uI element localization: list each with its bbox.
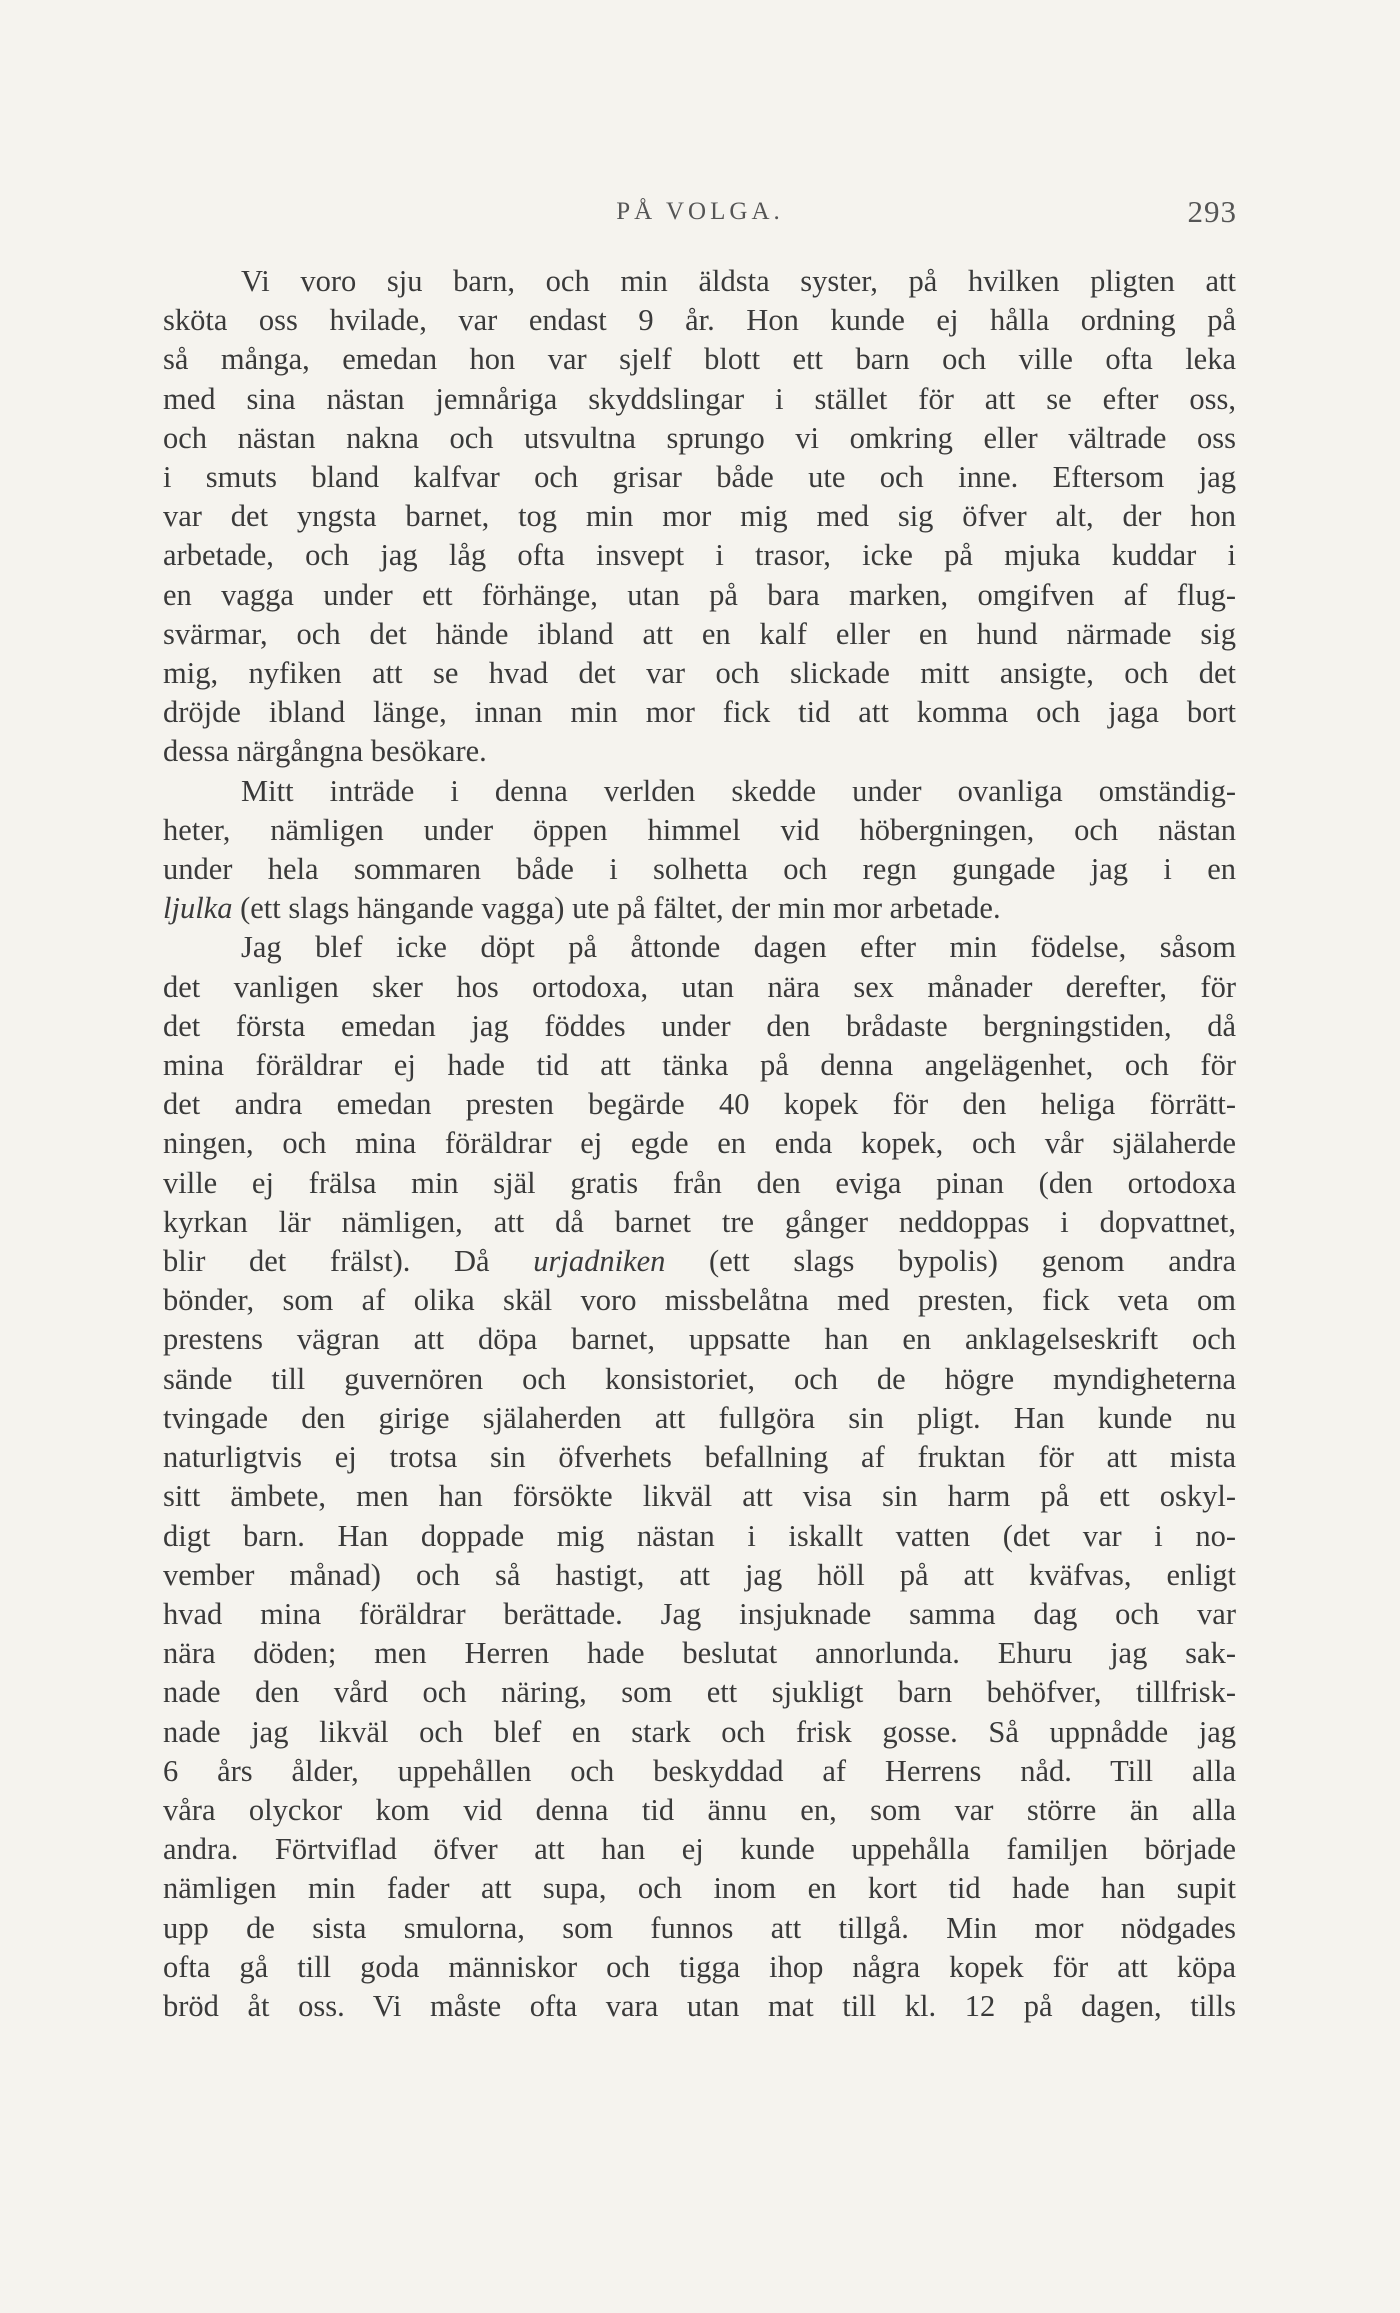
text-line: tvingade den girige själaherden att fullgöra sin pligt. Han kunde nu — [163, 1400, 1236, 1435]
text-line: sände till guvernören och konsistoriet, och de högre myndigheterna — [163, 1361, 1236, 1396]
text-line: sköta oss hvilade, var endast 9 år. Hon kunde ej hålla ordning på — [163, 303, 1236, 338]
text-line: upp de sista smulorna, som funnos att tillgå. Min mor nödgades — [163, 1910, 1236, 1945]
text-line: det vanligen sker hos ortodoxa, utan nära sex månader derefter, för — [163, 969, 1236, 1004]
text-line-rest: (ett slags hängande vagga) ute på fältet, der min mor arbetade. — [240, 891, 1001, 926]
page-header — [0, 194, 1400, 238]
text-line: arbetade, och jag låg ofta insvept i trasor, icke på mjuka kuddar i — [163, 538, 1236, 573]
text-line: bröd åt oss. Vi måste ofta vara utan mat till kl. 12 på dagen, tills — [163, 1988, 1236, 2023]
text-line: digt barn. Han doppade mig nästan i iskallt vatten (det var i no- — [163, 1518, 1236, 1553]
text-line: mina föräldrar ej hade tid att tänka på denna angelägenhet, och för — [163, 1048, 1236, 1083]
text-line: Vi voro sju barn, och min äldsta syster, på hvilken pligten att — [241, 264, 1236, 298]
italic-term-ljulka: ljulka — [163, 891, 233, 926]
text-line: bönder, som af olika skäl voro missbelåtna med presten, fick veta om — [163, 1283, 1236, 1318]
text-line: Jag blef icke döpt på åttonde dagen efter min födelse, såsom — [241, 930, 1236, 965]
text-line: kyrkan lär nämligen, att då barnet tre gånger neddoppas i dopvattnet, — [163, 1204, 1236, 1239]
text-line: ofta gå till goda människor och tigga ihop några kopek för att köpa — [163, 1949, 1236, 1984]
page-number: 293 — [1187, 194, 1237, 229]
text-line: ningen, och mina föräldrar ej egde en enda kopek, och vår själaherde — [163, 1126, 1236, 1161]
body-text — [163, 262, 1236, 2026]
text-line: våra olyckor kom vid denna tid ännu en, som var större än alla — [163, 1792, 1236, 1827]
paragraph-1 — [163, 262, 1236, 772]
text-line: nämligen min fader att supa, och inom en kort tid hade han supit — [163, 1871, 1236, 1906]
italic-term-urjadniken: urjadniken — [533, 1244, 666, 1279]
text-line-with-italic — [163, 1242, 1236, 1281]
text-line: med sina nästan jemnåriga skyddslingar i stället för att se efter oss, — [163, 381, 1236, 416]
text-line-rest: (ett slags bypolis) genom andra — [709, 1244, 1237, 1279]
paragraph-2 — [163, 772, 1236, 929]
text-line: och nästan nakna och utsvultna sprungo vi omkring eller vältrade oss — [163, 420, 1236, 455]
running-title: PÅ VOLGA. — [616, 198, 784, 225]
text-line: sitt ämbete, men han försökte likväl att visa sin harm på ett oskyl- — [163, 1479, 1236, 1514]
text-line: dessa närgångna besökare. — [163, 734, 487, 769]
text-line: andra. Förtviflad öfver att han ej kunde uppehålla familjen började — [163, 1832, 1236, 1867]
text-line: 6 års ålder, uppehållen och beskyddad af Herrens nåd. Till alla — [163, 1753, 1236, 1788]
text-line: en vagga under ett förhänge, utan på bara marken, omgifven af flug- — [163, 577, 1236, 612]
text-line: svärmar, och det hände ibland att en kalf eller en hund närmade sig — [163, 616, 1236, 651]
text-line: dröjde ibland länge, innan min mor fick tid att komma och jaga bort — [163, 695, 1236, 730]
text-line: det första emedan jag föddes under den brådaste bergningstiden, då — [163, 1008, 1236, 1043]
text-line: vember månad) och så hastigt, att jag höll på att kväfvas, enligt — [163, 1557, 1236, 1592]
text-line: ville ej frälsa min själ gratis från den eviga pinan (den ortodoxa — [163, 1165, 1236, 1200]
text-line-with-italic — [163, 889, 1236, 928]
text-line: hvad mina föräldrar berättade. Jag insjuknade samma dag och var — [163, 1596, 1236, 1631]
text-line: så många, emedan hon var sjelf blott ett barn och ville ofta leka — [163, 342, 1236, 377]
text-line: mig, nyfiken att se hvad det var och slickade mitt ansigte, och det — [163, 656, 1236, 691]
text-line: Mitt inträde i denna verlden skedde under ovanliga omständig- — [241, 773, 1236, 808]
text-line-start: blir det frälst). Då — [163, 1244, 490, 1279]
text-line: i smuts bland kalfvar och grisar både ute och inne. Eftersom jag — [163, 460, 1236, 495]
paragraph-3 — [163, 928, 1236, 2026]
text-line: nade den vård och näring, som ett sjukligt barn behöfver, tillfrisk- — [163, 1675, 1236, 1710]
text-line: under hela sommaren både i solhetta och regn gungade jag i en — [163, 852, 1236, 887]
text-line: heter, nämligen under öppen himmel vid höbergningen, och nästan — [163, 812, 1236, 847]
text-line: prestens vägran att döpa barnet, uppsatte han en anklagelseskrift och — [163, 1322, 1236, 1357]
text-line: naturligtvis ej trotsa sin öfverhets befallning af fruktan för att mista — [163, 1440, 1236, 1475]
text-line: var det yngsta barnet, tog min mor mig med sig öfver alt, der hon — [163, 499, 1236, 534]
text-line: nade jag likväl och blef en stark och frisk gosse. Så uppnådde jag — [163, 1714, 1236, 1749]
text-line: det andra emedan presten begärde 40 kopek för den heliga förrätt- — [163, 1087, 1236, 1122]
text-line: nära döden; men Herren hade beslutat annorlunda. Ehuru jag sak- — [163, 1636, 1236, 1671]
